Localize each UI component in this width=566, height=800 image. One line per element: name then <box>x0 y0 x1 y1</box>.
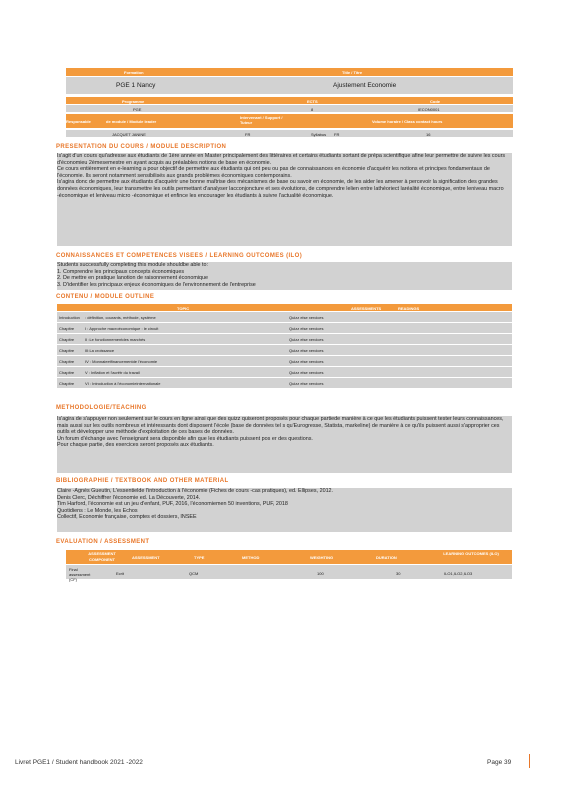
footer-right: Page 39 <box>487 759 512 766</box>
header-responsable-bar <box>66 114 513 128</box>
header-formation-row <box>66 77 513 94</box>
methodologie-paragraph: Un forum d'échange avec l'enseignant sera disponible afin que les étudiants puissent pos er des questions. <box>57 435 313 442</box>
chapter-cell: Chapitre <box>59 348 75 353</box>
volume-label: Volume horaire / Class contact hours <box>372 119 443 124</box>
eval-header-type: TYPE <box>194 555 205 560</box>
code-label: Code <box>430 98 440 104</box>
topic-cell: : définition, courants, méthode, système <box>85 315 156 320</box>
contenu-title: CONTENU / MODULE OUTLINE <box>56 294 155 300</box>
skills-text <box>57 262 512 290</box>
chapter-cell: Chapitre <box>59 326 75 331</box>
bibliography-line: Tim Harford, l'économie est un jeu d'enfant, PUF, 2016, l'économiemen 50 inventions, PUF, 2018 <box>57 501 288 508</box>
header-programme-row <box>66 105 513 112</box>
topic-cell: III:La croissance <box>85 348 115 353</box>
assessments-header: ASSESSMENTS <box>351 305 382 311</box>
presentation-text <box>57 153 512 246</box>
eval-header-duration: DURATION <box>376 555 397 560</box>
chapter-cell: Chapitre <box>59 359 75 364</box>
programme-value: PGE <box>133 106 142 112</box>
header-responsable-row <box>66 130 513 137</box>
assessment-cell: Quizz else xercices <box>289 370 324 375</box>
chapter-cell: Chapitre <box>59 381 75 386</box>
topic-cell: II :Le fonctionnementdes marchés <box>85 337 146 342</box>
contenu-header-bar <box>57 304 512 311</box>
methodologie-paragraph: Pour chaque partie, des exercices seront proposés aux étudiants. <box>57 442 214 449</box>
presentation-title: PRESENTATION DU COURS / MODULE DESCRIPTION <box>56 144 227 150</box>
presentation-paragraph: Ce cours entièrement en e-learning a pour objectif de permettre aux étudiants qui ont peu ou pas de connaissances en économie d'acquérir les notions et principes fondamentaux de l'économie. Ils seront notamment sensibilisés aux grands problèmes économiques contemporains. <box>57 166 490 179</box>
skills-line: Students successfully completing this module shouldbe able to: <box>57 262 209 268</box>
bibliography-line: Claire -Agnès Gueutin, L'essentielde l'introduction à l'économie (Fiches de cours -cas pratiques), ed. Ellipses, 2012. <box>57 488 334 494</box>
table-row <box>57 323 512 334</box>
formation-value: PGE 1 Nancy <box>116 82 156 89</box>
skills-line: 3. D'identifier les principaux enjeux économiques de l'environnement de l'entreprise <box>57 281 256 288</box>
methodologie-paragraph: Is'agira de s'appuyer non seulement sur le cours en ligne ainsi que des quizz quiseront proposés pour chaque partiede manière à ce que les étudiants puissent tester leurs connaissances, mais aussi sur les outils nombreux et intéressants dont disposent l'école (base de données tel s qu'Eurogresse, Statista, markeline) de manière à ce qu'ils puissent aussi s'approprier ces outils et développer une méthode d'exploitation de ces bases de données. <box>57 416 504 436</box>
table-row <box>57 367 512 378</box>
eval-header-outcomes: LEARNING OUTCOMES (ILO) <box>443 551 499 556</box>
table-row <box>57 378 512 389</box>
code-value: IECON0001 <box>418 106 440 112</box>
bibliographie-text <box>57 488 512 532</box>
title-label: Title / Titre <box>342 70 363 75</box>
assessment-cell: Quizz else xercices <box>289 359 324 364</box>
ects-label: ECTS <box>307 98 318 104</box>
chapter-cell: Chapitre <box>59 370 75 375</box>
ects-value: 8 <box>311 106 314 112</box>
eval-duration-cell: 30 <box>396 571 401 576</box>
footer-left: Livret PGE1 / Student handbook 2021 -2022 <box>15 759 143 766</box>
table-row <box>57 334 512 345</box>
eval-header-weighting: WEIGHTING <box>310 555 334 560</box>
eval-component-cell: Final assessment (CF) <box>69 567 91 582</box>
table-row <box>57 356 512 367</box>
readings-header: READINGS <box>398 305 420 311</box>
assessment-cell: Quizz else xercices <box>289 337 324 342</box>
hours-value: 16 <box>426 131 431 137</box>
presentation-paragraph: Is'agit d'un cours qui'adresse aux étudiants de 1ère année en Master principalement des littéraires et certains étudiants sortant de prépa scientifique afine leur permettre de suivre les cours d'économieu 2èmesemestre en ayant acquis au préalables notions de base en économie. <box>57 153 506 166</box>
eval-assessment-cell: Ecrit <box>116 571 124 576</box>
responsable-label: Responsable <box>66 119 91 124</box>
table-row <box>57 345 512 356</box>
header-programme-bar <box>66 97 513 104</box>
teaching-label: Intervenant / Support / Tuteur <box>240 115 283 125</box>
topic-cell: VI : Introduction à l'économieinternationale <box>85 381 161 386</box>
skills-title: CONNAISSANCES ET COMPETENCES VISEES / LEARNING OUTCOMES (ILO) <box>56 253 303 259</box>
evaluation-header-bar <box>66 550 512 564</box>
header-formation-bar <box>66 68 513 76</box>
skills-line: 2. De mettre en pratique lanotion de raisonnement économique <box>57 275 209 282</box>
syllabus-label: Syllabus <box>311 131 327 137</box>
topic-cell: I : Approche macroéconomique : le circuit <box>85 326 159 331</box>
evaluation-row <box>66 565 512 582</box>
assessment-cell: Quizz else xercices <box>289 326 324 331</box>
methodologie-title: METHODOLOGIE/TEACHING <box>56 405 147 411</box>
eval-header-method: METHOD <box>242 555 260 560</box>
title-value: Ajustement Economie <box>333 82 397 89</box>
fr-value: FR <box>245 131 251 137</box>
eval-outcomes-cell: ILO1,ILO2,ILO3 <box>444 571 473 576</box>
topic-header: TOPIC <box>177 305 190 311</box>
bibliography-line: Collectif, Economie française, comptes et dossiers, INSEE <box>57 514 197 521</box>
eval-header-component: ASSESSMENT COMPONENT <box>88 551 116 562</box>
formation-label: Formation <box>124 70 144 75</box>
chapter-cell: Chapitre <box>59 337 75 342</box>
presentation-paragraph: Is'agira donc de permettre aux étudiants d'acquérir une bonne maîtrise des mécanismes de base ou savoir en économie, de les aider les amener à percevoir la signification des grandes données économiques, leur transmettre les outils permettant d'analyser lacconjoncture et ses évolutions, de comprendre lelien entre lathéoriect laréalité économique, entre leniveau macro -économique et leniveau micro -économique et enfince les encourager les étudiants à suivre l'actualité économique. <box>57 179 504 199</box>
programme-label: Programme <box>122 98 145 104</box>
footer-divider <box>529 754 530 768</box>
skills-line: 1. Comprendre les principaux concepts économiques <box>57 268 185 275</box>
module-leader-label: de module / Module leader <box>106 119 157 124</box>
eval-header-assessment: ASSESSMENT <box>132 555 160 560</box>
bibliography-line: Denis Clerc, Déchiffrer l'économie ed. La Découverte, 2014. <box>57 494 201 501</box>
responsable-value: JACQUET JANINE <box>112 131 146 137</box>
assessment-cell: Quizz else xercices <box>289 348 324 353</box>
chapter-cell: Introduction <box>59 315 80 320</box>
topic-cell: IV : Monnaieetfinancementde l'économie <box>85 359 158 364</box>
eval-method-cell: QCM <box>189 571 199 576</box>
bibliographie-title: BIBLIOGRAPHIE / TEXTBOOK AND OTHER MATERIAL <box>56 478 229 484</box>
assessment-cell: Quizz else xercices <box>289 315 324 320</box>
syllabus-value: FR <box>334 131 340 137</box>
topic-cell: V : Inflation et l'acrêtr du travail <box>85 370 140 375</box>
eval-weighting-cell: 100 <box>317 571 324 576</box>
table-row <box>57 312 512 323</box>
evaluation-title: EVALUATION / ASSESSMENT <box>56 539 150 545</box>
assessment-cell: Quizz else xercices <box>289 381 324 386</box>
methodologie-text <box>57 416 512 473</box>
bibliography-line: Quotidiens : Le Monde, les Echos <box>57 507 138 514</box>
